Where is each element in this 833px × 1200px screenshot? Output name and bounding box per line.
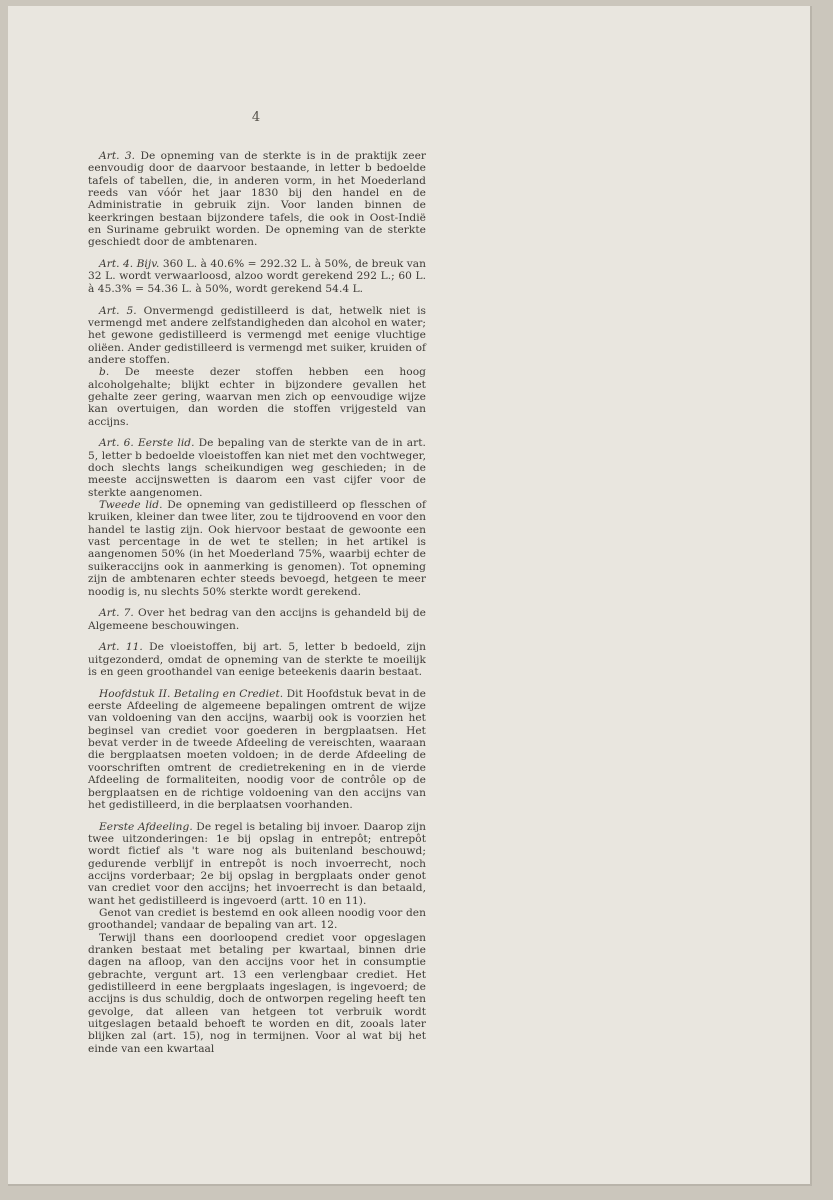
paragraph-eerste-afdeeling [88,821,426,907]
document-page [8,6,812,1186]
paragraph-label: Art. 5. [99,304,137,317]
paragraph-text: Onvermengd gedistilleerd is dat, hetwelk niet is vermengd met andere zelfstandigheden dan alcohol en water; het gewone gedistilleerd is vermengd met eenige vluchtige oliëen. Ander gedistilleerd is vermengd met suiker, kruiden of andere stoffen. [88,304,426,366]
paragraph-genot-van-crediet [88,907,426,932]
paragraph-art-5 [88,305,426,367]
paragraph-label: Eerste Afdeeling. [99,820,193,833]
paragraph-text: De opneming van de sterkte is in de praktijk zeer eenvoudig door de daarvoor bestaande, in letter b bedoelde tafels of tabellen, die, in anderen vorm, in het Moederland reeds van vóór het jaar 1830 bij den handel en de Administratie in gebruik zijn. Voor landen binnen de keerkringen bestaan bijzondere tafels, die ook in Oost-Indië en Suriname gebruikt worden. De opneming van de sterkte geschiedt door de ambtenaren. [88,150,427,249]
paragraph-text: De vloeistoffen, bij art. 5, letter b bedoeld, zijn uitgezonderd, omdat de opneming van de sterkte te moeilijk is en geen groothandel van eenige beteekenis daarin bestaat. [88,641,426,679]
paragraph-text: De opneming van gedistilleerd op flesschen of kruiken, kleiner dan twee liter, zou te tijdroovend en voor den handel te lastig zijn. Ook hiervoor bestaat de gewoonte een vast percentage in de wet te stellen; in het artikel is aangenomen 50% (in het Moederland 75%, waarbij echter de suikeraccijns ook in aanmerking is genomen). Tot opneming zijn de ambtenaren echter steeds bevoegd, hetgeen te meer noodig is, nu slechts 50% sterkte wordt gerekend. [88,499,426,598]
paragraph-text: 360 L. à 40.6% = 292.32 L. à 50%, de breuk van 32 L. wordt verwaarloosd, alzoo wordt gerekend 292 L.; 60 L. à 45.3% = 54.36 L. à 50%, wordt gerekend 54.4 L. [88,258,426,295]
paragraph-label: b. [99,366,110,379]
paragraph-art-7 [88,607,426,632]
body-text [88,146,426,1055]
paragraph-art-3 [88,150,426,249]
paragraph-label: Art. 11. [99,641,143,654]
paragraph-label: Art. 7. [99,607,134,620]
paragraph-terwijl [88,932,426,1055]
paragraph-hoofdstuk-2 [88,688,426,811]
paragraph-art-6-eerste-lid [88,437,426,499]
paragraph-text: Terwijl thans een doorloopend crediet voor opgeslagen dranken bestaat met betaling per kwartaal, binnen drie dagen na afloop, van den accijns voor het in consumptie gebrachte, vergunt art. 13 een verlengbaar crediet. Het gedistilleerd in eene bergplaats ingeslagen, is ingevoerd; de accijns is dus schuldig, doch de ontworpen regeling heeft ten gevolge, dat alleen van hetgeen tot verbruik wordt uitgeslagen betaald behoeft te worden en dit, zooals later blijken zal (art. 15), nog in termijnen. Voor al wat bij het einde van een kwartaal [88,931,426,1055]
paragraph-label: Art. 4. Bijv. [99,258,160,271]
paragraph-text: De regel is betaling bij invoer. Daarop zijn twee uitzonderingen: 1e bij opslag in entrepôt; entrepôt wordt fictief als 't ware nog als buitenland beschouwd; gedurende verblijf in entrepôt is noch invoerrecht, noch accijns vorderbaar; 2e bij opslag in bergplaats onder genot van crediet voor den accijns; het invoerrecht is dan betaald, want het gedistilleerd is ingevoerd (artt. 10 en 11). [88,820,427,907]
paragraph-text: Over het bedrag van den accijns is gehandeld bij de Algemeene beschouwingen. [88,607,427,632]
page-number: 4 [251,110,261,125]
paragraph-label: Art. 3. [99,150,136,162]
paragraph-text: Genot van crediet is bestemd en ook alleen noodig voor den groothandel; vandaar de bepaling van art. 12. [88,906,426,932]
paragraph-label: Art. 6. Eerste lid. [99,437,195,450]
paragraph-art-5-b [88,366,426,428]
paragraph-art-6-tweede-lid [88,499,426,598]
paragraph-text: De meeste dezer stoffen hebben een hoog alcoholgehalte; blijkt echter in bijzondere gevallen het gehalte zeer gering, waarvan men zich op eenvoudige wijze kan overtuigen, dan worden die stoffen vrijgesteld van accijns. [88,366,426,428]
paragraph-text: De bepaling van de sterkte van de in art. 5, letter b bedoelde vloeistoffen kan niet met den vochtweger, doch slechts langs scheikundigen weg geschieden; in de meeste accijnswetten is daarom een vast cijfer voor de sterkte aangenomen. [88,437,426,499]
paragraph-label: Tweede lid. [99,499,163,512]
paragraph-art-11 [88,641,426,678]
paragraph-label: Hoofdstuk II. Betaling en Crediet. [99,687,284,700]
paragraph-art-4 [88,258,426,295]
paragraph-text: Dit Hoofdstuk bevat in de eerste Afdeeling de algemeene bepalingen omtrent de wijze van voldoening van den accijns, waarbij ook is voorzien het beginsel van crediet voor goederen in bergplaatsen. Het bevat verder in de tweede Afdeeling de vereischten, waaraan die bergplaatsen moeten voldoen; in de derde Afdeeling de voorschriften omtrent de credietrekening en in de vierde Afdeeling de formaliteiten, noodig voor de contrôle op de bergplaatsen en de richtige voldoening van den accijns van het gedistilleerd, in die berplaatsen voorhanden. [88,687,426,811]
